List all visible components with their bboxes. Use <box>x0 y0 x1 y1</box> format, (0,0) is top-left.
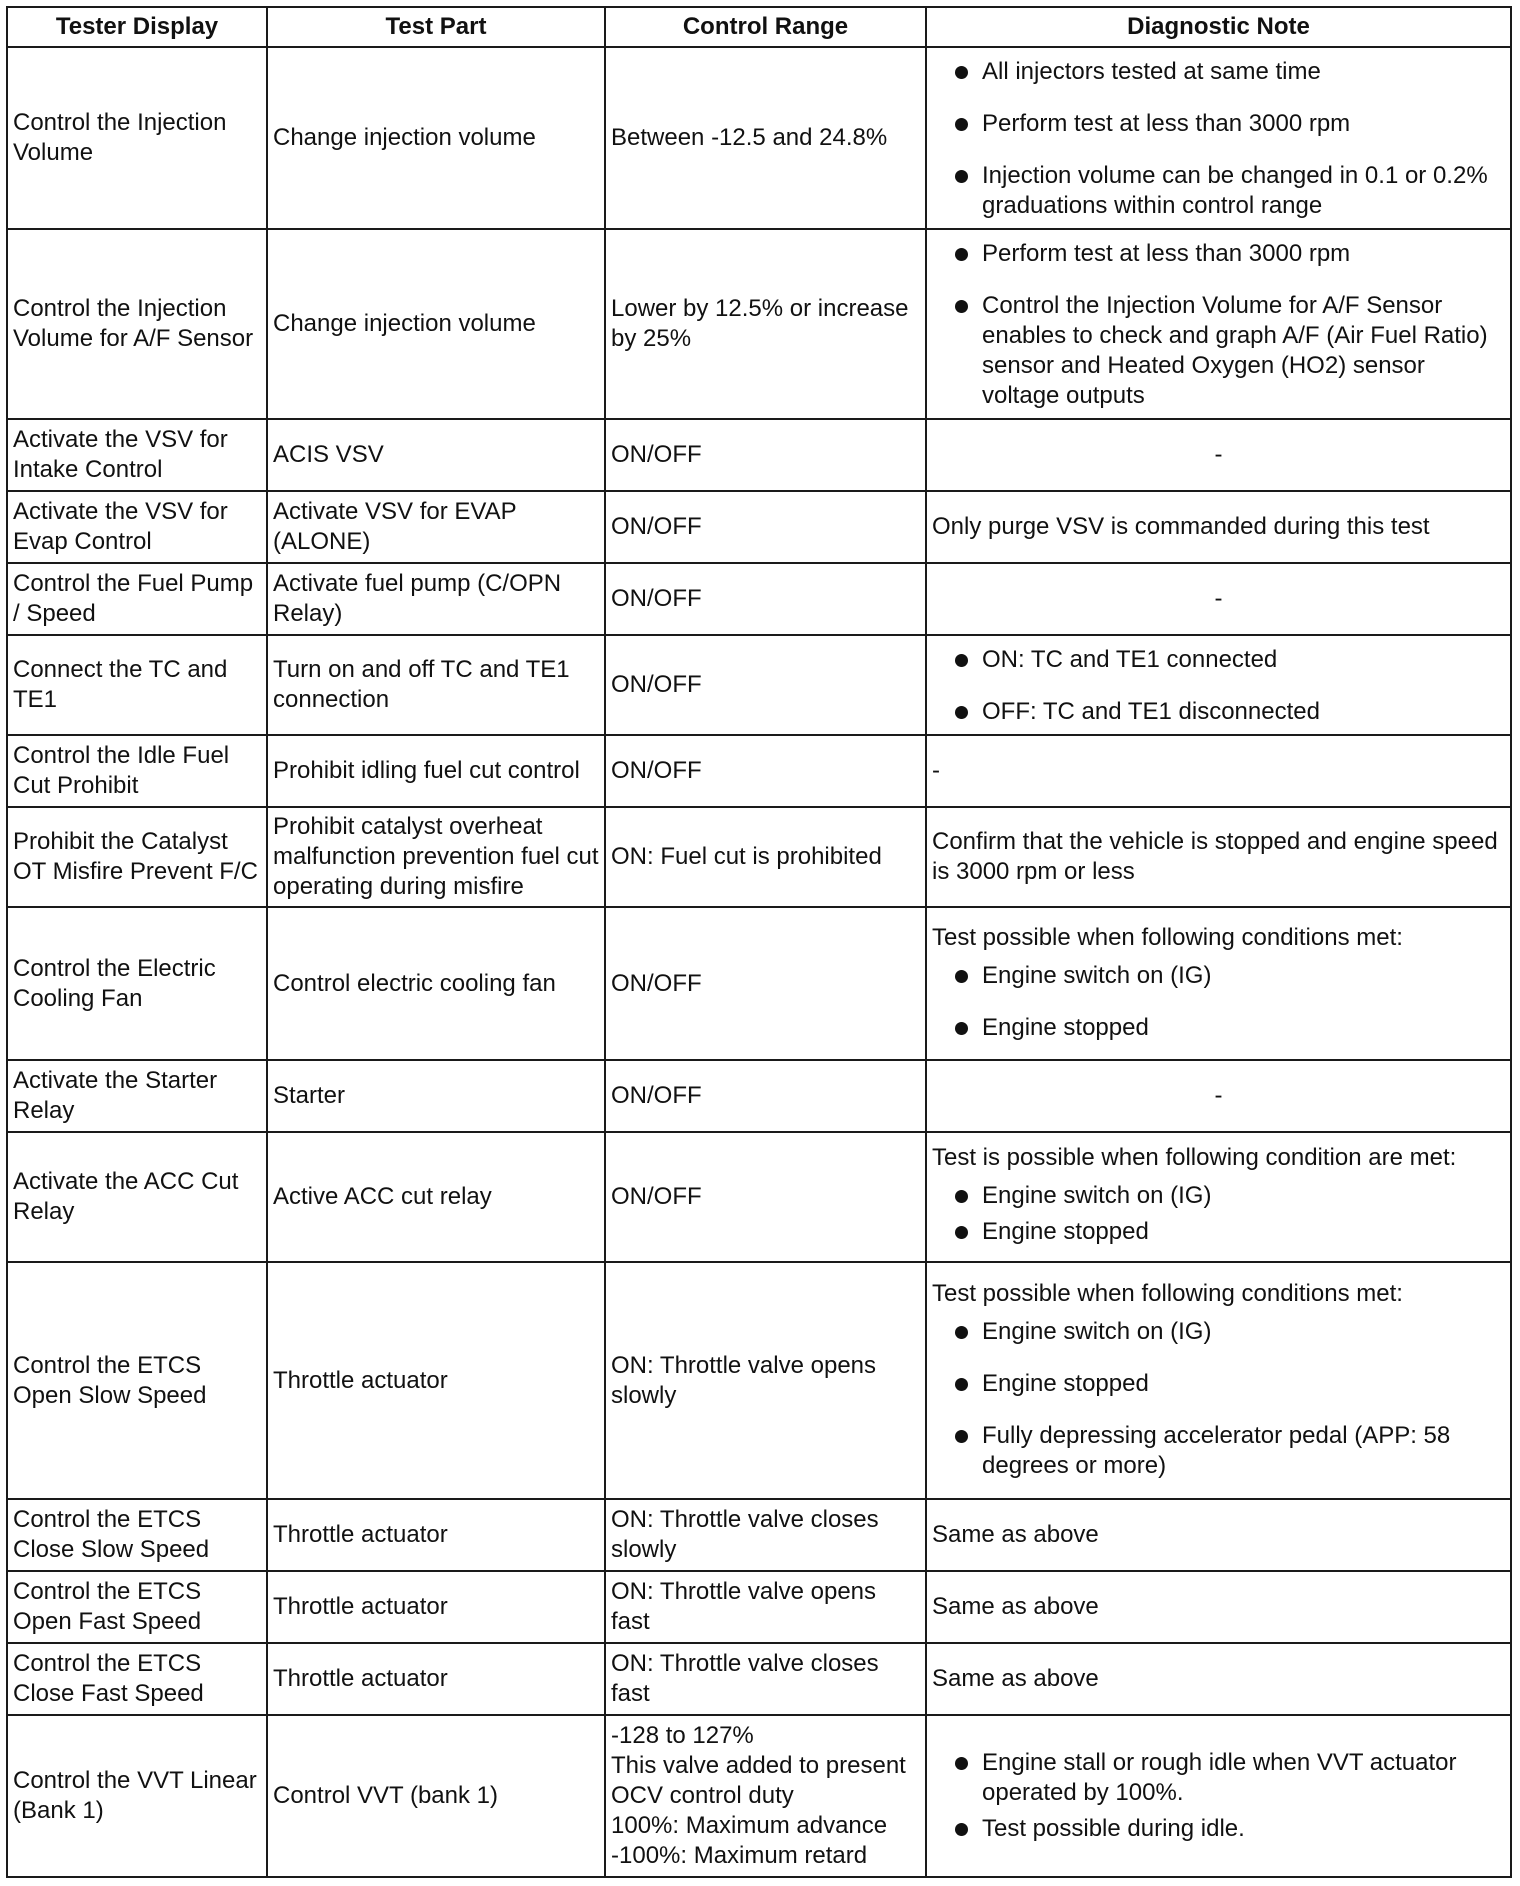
control-range-cell: ON: Throttle valve opens slowly <box>605 1262 926 1499</box>
header-test-part: Test Part <box>267 7 605 47</box>
diagnostic-note-cell: Same as above <box>926 1499 1511 1571</box>
note-lead-text: Test possible when following conditions met: <box>932 1279 1403 1307</box>
table-row <box>7 229 1511 419</box>
table-row <box>7 1715 1511 1877</box>
diagnostic-note-cell <box>926 635 1511 735</box>
test-part-cell: Activate fuel pump (C/OPN Relay) <box>267 563 605 635</box>
table-row <box>7 1643 1511 1715</box>
control-range-cell: ON/OFF <box>605 491 926 563</box>
note-bullet-list <box>932 961 1505 1043</box>
table-row <box>7 563 1511 635</box>
control-range-cell: ON/OFF <box>605 1132 926 1262</box>
note-bullet-list <box>932 645 1505 727</box>
control-range-cell: ON/OFF <box>605 907 926 1060</box>
test-part-cell: Activate VSV for EVAP (ALONE) <box>267 491 605 563</box>
note-bullet: Control the Injection Volume for A/F Sensor enables to check and graph A/F (Air Fuel Ratio) sensor and Heated Oxygen (HO2) sensor voltage outputs <box>932 291 1505 411</box>
test-part-cell: Throttle actuator <box>267 1262 605 1499</box>
note-bullet: Fully depressing accelerator pedal (APP: 58 degrees or more) <box>932 1421 1505 1481</box>
test-part-cell: Throttle actuator <box>267 1643 605 1715</box>
control-range-cell: ON/OFF <box>605 635 926 735</box>
note-bullet: Test possible during idle. <box>932 1814 1505 1844</box>
tester-display-cell: Control the ETCS Open Slow Speed <box>7 1262 267 1499</box>
note-bullet: All injectors tested at same time <box>932 57 1505 87</box>
note-bullet: Engine stall or rough idle when VVT actuator operated by 100%. <box>932 1748 1505 1808</box>
test-part-cell: Prohibit idling fuel cut control <box>267 735 605 807</box>
control-range-cell: ON: Throttle valve closes slowly <box>605 1499 926 1571</box>
note-lead-text: Test possible when following conditions met: <box>932 923 1403 951</box>
table-row <box>7 1132 1511 1262</box>
test-part-cell: Throttle actuator <box>267 1499 605 1571</box>
tester-display-cell: Prohibit the Catalyst OT Misfire Prevent F/C <box>7 807 267 907</box>
diagnostic-note-cell <box>926 1132 1511 1262</box>
table-row <box>7 491 1511 563</box>
table-row <box>7 1060 1511 1132</box>
table-row <box>7 47 1511 229</box>
tester-display-cell: Control the Idle Fuel Cut Prohibit <box>7 735 267 807</box>
note-bullet: Engine switch on (IG) <box>932 961 1505 991</box>
tester-display-cell: Control the Injection Volume <box>7 47 267 229</box>
control-range-line: 100%: Maximum advance <box>611 1812 888 1839</box>
control-range-cell: Between -12.5 and 24.8% <box>605 47 926 229</box>
note-bullet-list <box>932 1181 1505 1247</box>
table-header-row <box>7 7 1511 47</box>
note-bullet: ON: TC and TE1 connected <box>932 645 1505 675</box>
test-part-cell: Turn on and off TC and TE1 connection <box>267 635 605 735</box>
tester-display-cell: Connect the TC and TE1 <box>7 635 267 735</box>
tester-display-cell: Activate the VSV for Evap Control <box>7 491 267 563</box>
control-range-cell: Lower by 12.5% or increase by 25% <box>605 229 926 419</box>
test-part-cell: Control electric cooling fan <box>267 907 605 1060</box>
table-row <box>7 735 1511 807</box>
note-bullet-list <box>932 1317 1505 1481</box>
tester-display-cell: Control the ETCS Close Slow Speed <box>7 1499 267 1571</box>
note-bullet-list <box>932 1748 1505 1844</box>
table-row <box>7 635 1511 735</box>
control-range-cell: ON: Fuel cut is prohibited <box>605 807 926 907</box>
note-bullet: Engine switch on (IG) <box>932 1317 1505 1347</box>
note-bullet: Perform test at less than 3000 rpm <box>932 109 1505 139</box>
control-range-cell: ON/OFF <box>605 563 926 635</box>
note-bullet: Engine stopped <box>932 1369 1505 1399</box>
diagnostic-note-cell: Same as above <box>926 1571 1511 1643</box>
control-range-line: This valve added to present OCV control duty <box>611 1752 906 1809</box>
control-range-line: -128 to 127% <box>611 1722 754 1749</box>
control-range-cell: ON/OFF <box>605 735 926 807</box>
diagnostic-note-cell: - <box>926 735 1511 807</box>
table-row <box>7 1499 1511 1571</box>
test-part-cell: Active ACC cut relay <box>267 1132 605 1262</box>
note-bullet: Perform test at less than 3000 rpm <box>932 239 1505 269</box>
header-control-range: Control Range <box>605 7 926 47</box>
tester-display-cell: Activate the VSV for Intake Control <box>7 419 267 491</box>
table-row <box>7 1262 1511 1499</box>
tester-display-cell: Activate the ACC Cut Relay <box>7 1132 267 1262</box>
diagnostic-note-cell <box>926 229 1511 419</box>
header-tester-display: Tester Display <box>7 7 267 47</box>
note-bullet: OFF: TC and TE1 disconnected <box>932 697 1505 727</box>
diagnostic-table <box>6 6 1512 1878</box>
table-row <box>7 1571 1511 1643</box>
note-bullet: Engine stopped <box>932 1013 1505 1043</box>
tester-display-cell: Control the ETCS Open Fast Speed <box>7 1571 267 1643</box>
control-range-line: -100%: Maximum retard <box>611 1842 868 1869</box>
control-range-cell <box>605 1715 926 1877</box>
note-bullet: Engine stopped <box>932 1217 1505 1247</box>
table-row <box>7 419 1511 491</box>
control-range-cell: ON/OFF <box>605 419 926 491</box>
tester-display-cell: Activate the Starter Relay <box>7 1060 267 1132</box>
tester-display-cell: Control the Injection Volume for A/F Sensor <box>7 229 267 419</box>
diagnostic-note-cell: Only purge VSV is commanded during this test <box>926 491 1511 563</box>
diagnostic-note-cell: - <box>926 563 1511 635</box>
control-range-cell: ON: Throttle valve opens fast <box>605 1571 926 1643</box>
note-lead-text: Test is possible when following condition are met: <box>932 1144 1457 1171</box>
diagnostic-note-cell <box>926 907 1511 1060</box>
test-part-cell: Control VVT (bank 1) <box>267 1715 605 1877</box>
tester-display-cell: Control the Electric Cooling Fan <box>7 907 267 1060</box>
note-bullet: Injection volume can be changed in 0.1 or 0.2% graduations within control range <box>932 161 1505 221</box>
diagnostic-note-cell <box>926 47 1511 229</box>
control-range-cell: ON/OFF <box>605 1060 926 1132</box>
test-part-cell: Throttle actuator <box>267 1571 605 1643</box>
diagnostic-note-cell: - <box>926 419 1511 491</box>
diagnostic-note-cell: - <box>926 1060 1511 1132</box>
table-row <box>7 807 1511 907</box>
tester-display-cell: Control the VVT Linear (Bank 1) <box>7 1715 267 1877</box>
note-bullet: Engine switch on (IG) <box>932 1181 1505 1211</box>
note-bullet-list <box>932 57 1505 221</box>
diagnostic-note-cell <box>926 1715 1511 1877</box>
test-part-cell: ACIS VSV <box>267 419 605 491</box>
header-diagnostic-note: Diagnostic Note <box>926 7 1511 47</box>
note-bullet-list <box>932 239 1505 411</box>
test-part-cell: Starter <box>267 1060 605 1132</box>
test-part-cell: Change injection volume <box>267 47 605 229</box>
diagnostic-note-cell <box>926 1262 1511 1499</box>
test-part-cell: Prohibit catalyst overheat malfunction prevention fuel cut operating during misfire <box>267 807 605 907</box>
tester-display-cell: Control the ETCS Close Fast Speed <box>7 1643 267 1715</box>
control-range-cell: ON: Throttle valve closes fast <box>605 1643 926 1715</box>
diagnostic-note-cell: Same as above <box>926 1643 1511 1715</box>
test-part-cell: Change injection volume <box>267 229 605 419</box>
diagnostic-note-cell: Confirm that the vehicle is stopped and engine speed is 3000 rpm or less <box>926 807 1511 907</box>
table-row <box>7 907 1511 1060</box>
tester-display-cell: Control the Fuel Pump / Speed <box>7 563 267 635</box>
